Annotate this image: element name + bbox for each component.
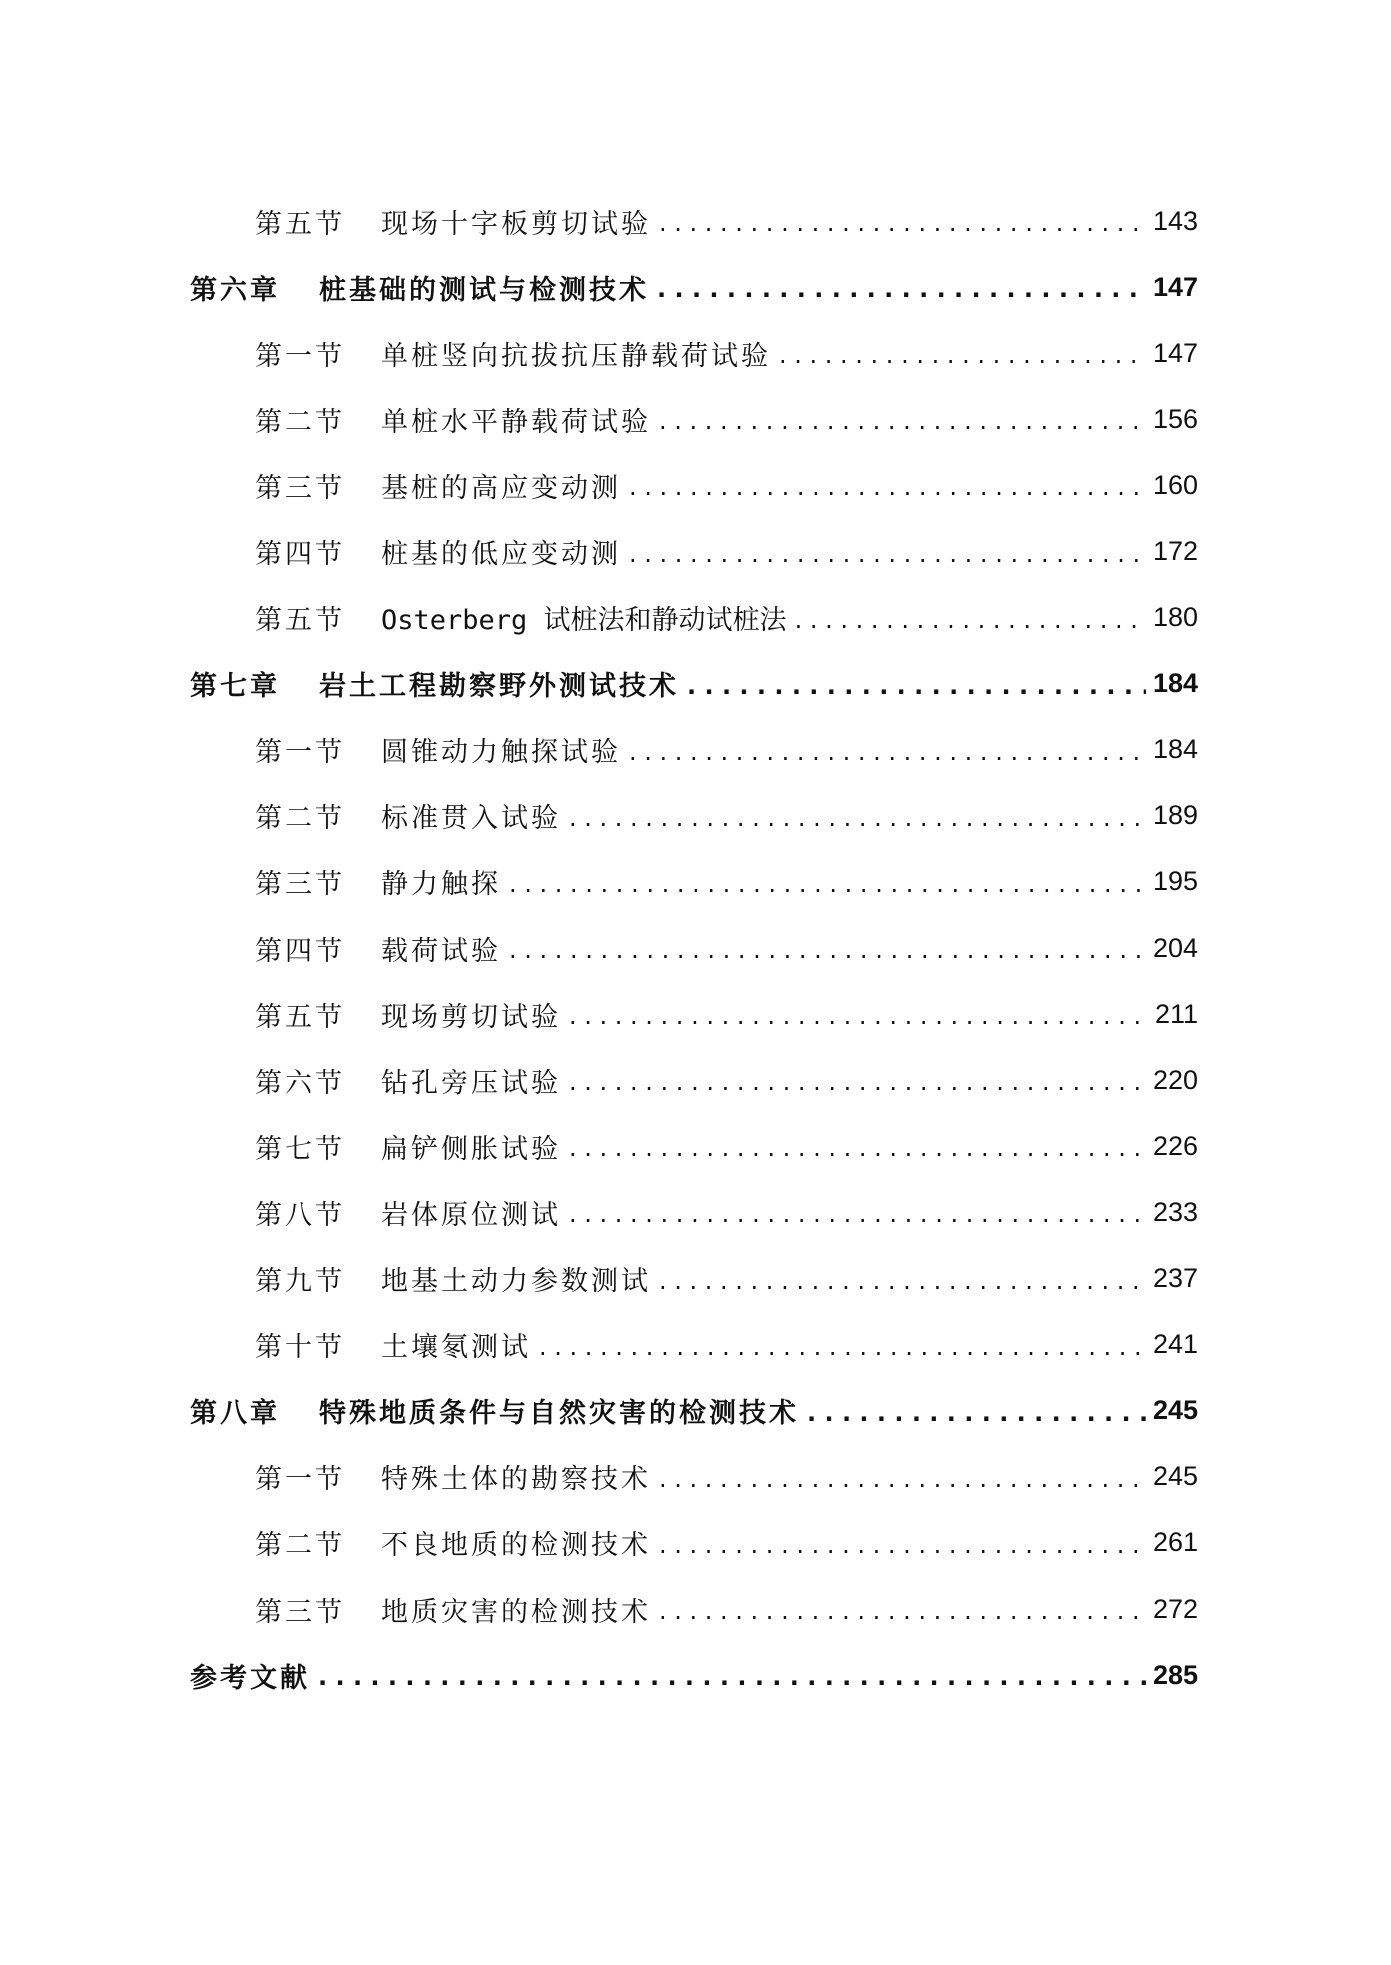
toc-entry-title: 岩体原位测试 [381,1199,561,1231]
toc-entry-number: 第十节 [255,1332,345,1364]
toc-entry-title: 圆锥动力触探试验 [381,737,621,769]
toc-entry-page: 195 [1152,866,1198,897]
toc-entry-section[interactable] [0,320,1391,386]
toc-entry-page: 180 [1152,602,1198,633]
toc-entry-section[interactable] [0,1510,1391,1576]
toc-entry-page: 184 [1152,668,1198,699]
toc-entry-title: 扁铲侧胀试验 [381,1133,561,1165]
toc-entry-page: 241 [1152,1329,1198,1360]
toc-entry-title: 静力触探 [381,869,501,901]
toc-entry-title: 现场十字板剪切试验 [381,208,651,240]
toc-entry-number: 第一节 [255,1464,345,1496]
dot-leader [629,738,1146,766]
toc-entry-section[interactable] [0,1113,1391,1179]
toc-entry-number: 第五节 [255,208,345,240]
toc-entry-section[interactable] [0,188,1391,254]
dot-leader [659,1597,1146,1625]
toc-entry-page: 147 [1152,271,1198,302]
toc-entry-page: 233 [1152,1196,1198,1227]
toc-entry-title: 基桩的高应变动测 [381,472,621,504]
toc-entry-page: 160 [1152,469,1198,500]
toc-entry-title: Osterberg 试桩法和静动试桩法 [381,605,787,637]
toc-entry-number: 第五节 [255,1001,345,1033]
dot-leader [779,341,1146,369]
toc-entry-number: 第一节 [255,737,345,769]
toc-entry-title: 特殊地质条件与自然灾害的检测技术 [319,1398,799,1430]
toc-entry-page: 189 [1152,800,1198,831]
toc-entry-page: 156 [1152,403,1198,434]
toc-entry-page: 237 [1152,1263,1198,1294]
toc-entry-title: 岩土工程勘察野外测试技术 [319,671,679,703]
toc-entry-title: 标准贯入试验 [381,803,561,835]
toc-entry-title: 桩基的低应变动测 [381,539,621,571]
toc-entry-number: 第六节 [255,1067,345,1099]
toc-entry-number: 第八节 [255,1199,345,1231]
toc-entry-number: 第三节 [255,869,345,901]
toc-entry-page: 285 [1152,1659,1198,1690]
dot-leader [629,473,1146,501]
dot-leader [569,1002,1146,1030]
dot-leader [318,1663,1146,1691]
dot-leader [569,804,1146,832]
dot-leader [687,672,1146,700]
toc-entry-number: 第三节 [255,1596,345,1628]
toc-entry-number: 第三节 [255,472,345,504]
toc-entry-number: 第四节 [255,539,345,571]
toc-entry-page: 220 [1152,1064,1198,1095]
toc-entry-section[interactable] [0,783,1391,849]
toc-entry-page: 147 [1152,337,1198,368]
dot-leader [795,606,1146,634]
toc-entry-number: 第七章 [190,671,280,703]
toc-entry-section[interactable] [0,1179,1391,1245]
toc-entry-title: 载荷试验 [381,935,501,967]
toc-entry-title: 土壤氡测试 [381,1332,531,1364]
toc-entry-title: 地质灾害的检测技术 [381,1596,651,1628]
toc-entry-chapter[interactable] [0,1378,1391,1444]
toc-entry-chapter[interactable] [0,651,1391,717]
toc-entry-section[interactable] [0,518,1391,584]
toc-entry-chapter[interactable] [0,254,1391,320]
dot-leader [659,1531,1146,1559]
toc-entry-page: 272 [1152,1593,1198,1624]
toc-entry-number: 第一节 [255,340,345,372]
toc-entry-page: 184 [1152,734,1198,765]
toc-entry-title: 参考文献 [190,1662,310,1694]
dot-leader [807,1399,1146,1427]
toc-entry-page: 245 [1152,1461,1198,1492]
toc-entry-title: 不良地质的检测技术 [381,1530,651,1562]
dot-leader [569,1200,1146,1228]
table-of-contents [0,188,1391,1708]
dot-leader [569,1134,1146,1162]
toc-entry-number: 第六章 [190,274,280,306]
dot-leader [657,275,1146,303]
toc-entry-title: 钻孔旁压试验 [381,1067,561,1099]
dot-leader [509,870,1146,898]
toc-entry-title: 单桩竖向抗拔抗压静载荷试验 [381,340,771,372]
toc-entry-number: 第五节 [255,605,345,637]
toc-entry-number: 第四节 [255,935,345,967]
toc-entry-section[interactable] [0,1246,1391,1312]
toc-entry-number: 第九节 [255,1266,345,1298]
dot-leader [659,407,1146,435]
toc-entry-title: 地基土动力参数测试 [381,1266,651,1298]
toc-entry-page: 204 [1152,932,1198,963]
dot-leader [629,540,1146,568]
toc-entry-title: 现场剪切试验 [381,1001,561,1033]
toc-entry-number: 第七节 [255,1133,345,1165]
toc-entry-number: 第二节 [255,803,345,835]
toc-entry-section[interactable] [0,717,1391,783]
toc-entry-section[interactable] [0,981,1391,1047]
dot-leader [659,1267,1146,1295]
toc-entry-page: 226 [1152,1130,1198,1161]
toc-entry-section[interactable] [0,915,1391,981]
dot-leader [659,209,1146,237]
toc-entry-section[interactable] [0,452,1391,518]
toc-entry-page: 172 [1152,536,1198,567]
toc-entry-title: 单桩水平静载荷试验 [381,406,651,438]
toc-entry-section[interactable] [0,1312,1391,1378]
toc-entry-section[interactable] [0,1047,1391,1113]
dot-leader [509,936,1146,964]
toc-entry-references[interactable] [0,1642,1391,1708]
toc-entry-section[interactable] [0,849,1391,915]
toc-entry-section[interactable] [0,585,1391,651]
toc-entry-section[interactable] [0,1444,1391,1510]
toc-entry-page: 245 [1152,1395,1198,1426]
toc-entry-section[interactable] [0,386,1391,452]
dot-leader [539,1333,1146,1361]
toc-entry-page: 261 [1152,1527,1198,1558]
toc-entry-number: 第八章 [190,1398,280,1430]
toc-entry-title: 特殊土体的勘察技术 [381,1464,651,1496]
toc-entry-number: 第二节 [255,1530,345,1562]
dot-leader [569,1068,1146,1096]
toc-entry-page: 211 [1154,998,1198,1029]
toc-entry-section[interactable] [0,1576,1391,1642]
toc-entry-number: 第二节 [255,406,345,438]
dot-leader [659,1465,1146,1493]
toc-entry-title: 桩基础的测试与检测技术 [319,274,649,306]
toc-entry-page: 143 [1152,205,1198,236]
